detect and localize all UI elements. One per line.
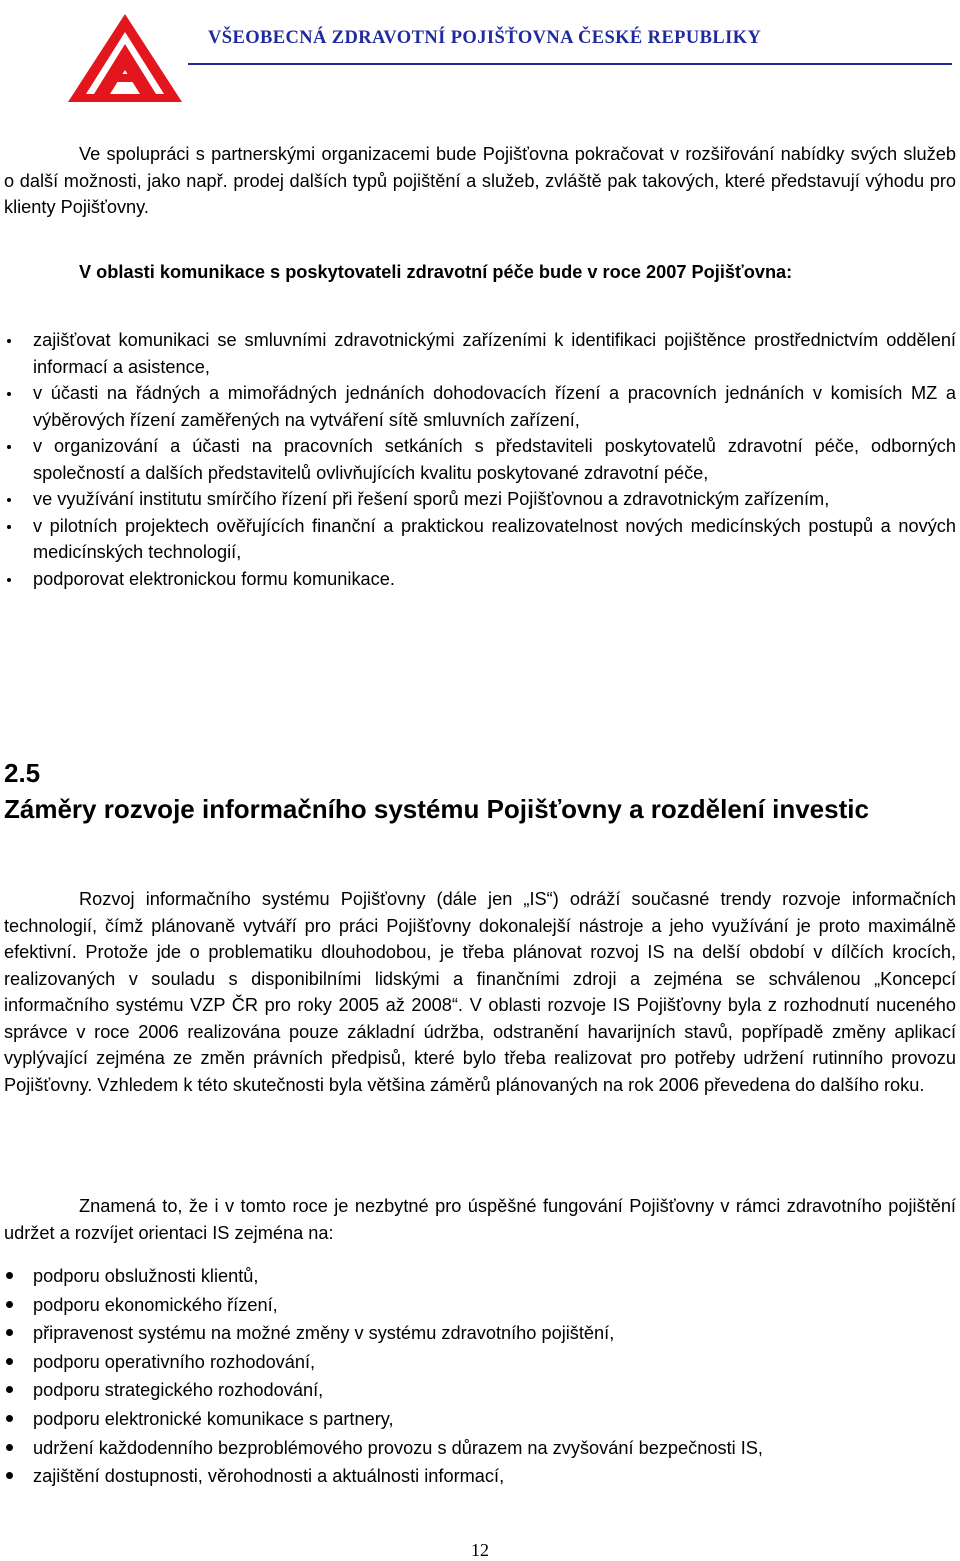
intro-paragraph: Ve spolupráci s partnerskými organizacemi bude Pojišťovna pokračovat v rozšiřování nabídky svých služeb o další možnosti, jako např. prodej dalších typů pojištění a služeb, zvláště pak takových, které představují výhodu pro klienty Pojišťovny. xyxy=(4,144,956,217)
bullet-icon xyxy=(6,1358,13,1365)
section-title: Záměry rozvoje informačního systému Pojišťovny a rozdělení investic xyxy=(4,794,869,824)
bullet-icon xyxy=(6,1329,13,1336)
list-item: zajištění dostupnosti, věrohodnosti a aktuálnosti informací, xyxy=(4,1462,956,1491)
bullet-icon xyxy=(7,392,11,396)
page-header xyxy=(0,0,960,110)
bullet-icon xyxy=(7,525,11,529)
bullet-icon xyxy=(6,1472,13,1479)
list-item: podporu strategického rozhodování, xyxy=(4,1376,956,1405)
bullet-icon xyxy=(6,1386,13,1393)
list-item: zajišťovat komunikaci se smluvními zdravotnickými zařízeními k identifikaci pojištěnce prostřednictvím oddělení informací a asistence, xyxy=(4,327,956,380)
organization-name: VŠEOBECNÁ ZDRAVOTNÍ POJIŠŤOVNA ČESKÉ REPUBLIKY xyxy=(208,28,762,48)
list-item: v pilotních projektech ověřujících finanční a praktickou realizovatelnost nových medicínských postupů a nových medicínských technologií, xyxy=(4,513,956,566)
section-paragraph-2: Znamená to, že i v tomto roce je nezbytné pro úspěšné fungování Pojišťovny v rámci zdravotního pojištění udržet a rozvíjet orientaci IS zejména na: xyxy=(4,1196,956,1243)
list-item: ve využívání institutu smírčího řízení při řešení sporů mezi Pojišťovnou a zdravotnickým zařízením, xyxy=(4,486,956,513)
list-item: podporu operativního rozhodování, xyxy=(4,1348,956,1377)
bullet-icon xyxy=(6,1301,13,1308)
list-item: v účasti na řádných a mimořádných jednáních dohodovacích řízení a pracovních jednáních v komisích MZ a výběrových řízení zaměřených na vytváření sítě smluvních zařízení, xyxy=(4,380,956,433)
list-item: podporu obslužnosti klientů, xyxy=(4,1262,956,1291)
list-item: podporu ekonomického řízení, xyxy=(4,1291,956,1320)
page-number: 12 xyxy=(471,1540,489,1560)
bullet-icon xyxy=(7,578,11,582)
bullet-icon xyxy=(6,1444,13,1451)
list-item: podporovat elektronickou formu komunikace. xyxy=(4,566,956,593)
bullet-icon xyxy=(7,498,11,502)
section-paragraph-1: Rozvoj informačního systému Pojišťovny (dále jen „IS“) odráží současné trendy rozvoje informačních technologií, čímž plánovaně vytváří pro práci Pojišťovny dokonalejší nástroje a jeho využívání je proto maximálně efektivní. Protože jde o problematiku dlouhodobou, je třeba plánovat rozvoj IS na delší období v dílčích krocích, realizovaných v souladu s disponibilními lidskými a finančními zdroji a zejména se schválenou „Koncepcí informačního systému VZP ČR pro roky 2005 až 2008“. V oblasti rozvoje IS Pojišťovny byla z rozhodnutí nuceného správce v roce 2006 realizována pouze základní údržba, odstranění havarijních stavů, popřípadě změny aplikací vyplývající zejména ze změn právních předpisů, které bylo třeba realizovat pro potřeby udržení rutinního provozu Pojišťovny. Vzhledem k této skutečnosti byla většina záměrů plánovaných na rok 2006 převedena do dalšího roku. xyxy=(4,889,956,1095)
bullet-icon xyxy=(7,339,11,343)
bullet-icon xyxy=(6,1272,13,1279)
communication-heading: V oblasti komunikace s poskytovateli zdravotní péče bude v roce 2007 Pojišťovna: xyxy=(79,262,793,282)
is-orientation-list xyxy=(4,1262,956,1491)
communication-list xyxy=(4,327,956,592)
list-item: připravenost systému na možné změny v systému zdravotního pojištění, xyxy=(4,1319,956,1348)
bullet-icon xyxy=(7,445,11,449)
section-number: 2.5 xyxy=(4,758,41,788)
vzp-logo-icon xyxy=(66,12,184,104)
bullet-icon xyxy=(6,1415,13,1422)
list-item: v organizování a účasti na pracovních setkáních s představiteli poskytovatelů zdravotní péče, odborných společností a dalších představitelů ovlivňujících kvalitu poskytované zdravotní péče, xyxy=(4,433,956,486)
list-item: podporu elektronické komunikace s partnery, xyxy=(4,1405,956,1434)
header-rule xyxy=(188,63,952,65)
list-item: udržení každodenního bezproblémového provozu s důrazem na zvyšování bezpečnosti IS, xyxy=(4,1434,956,1463)
